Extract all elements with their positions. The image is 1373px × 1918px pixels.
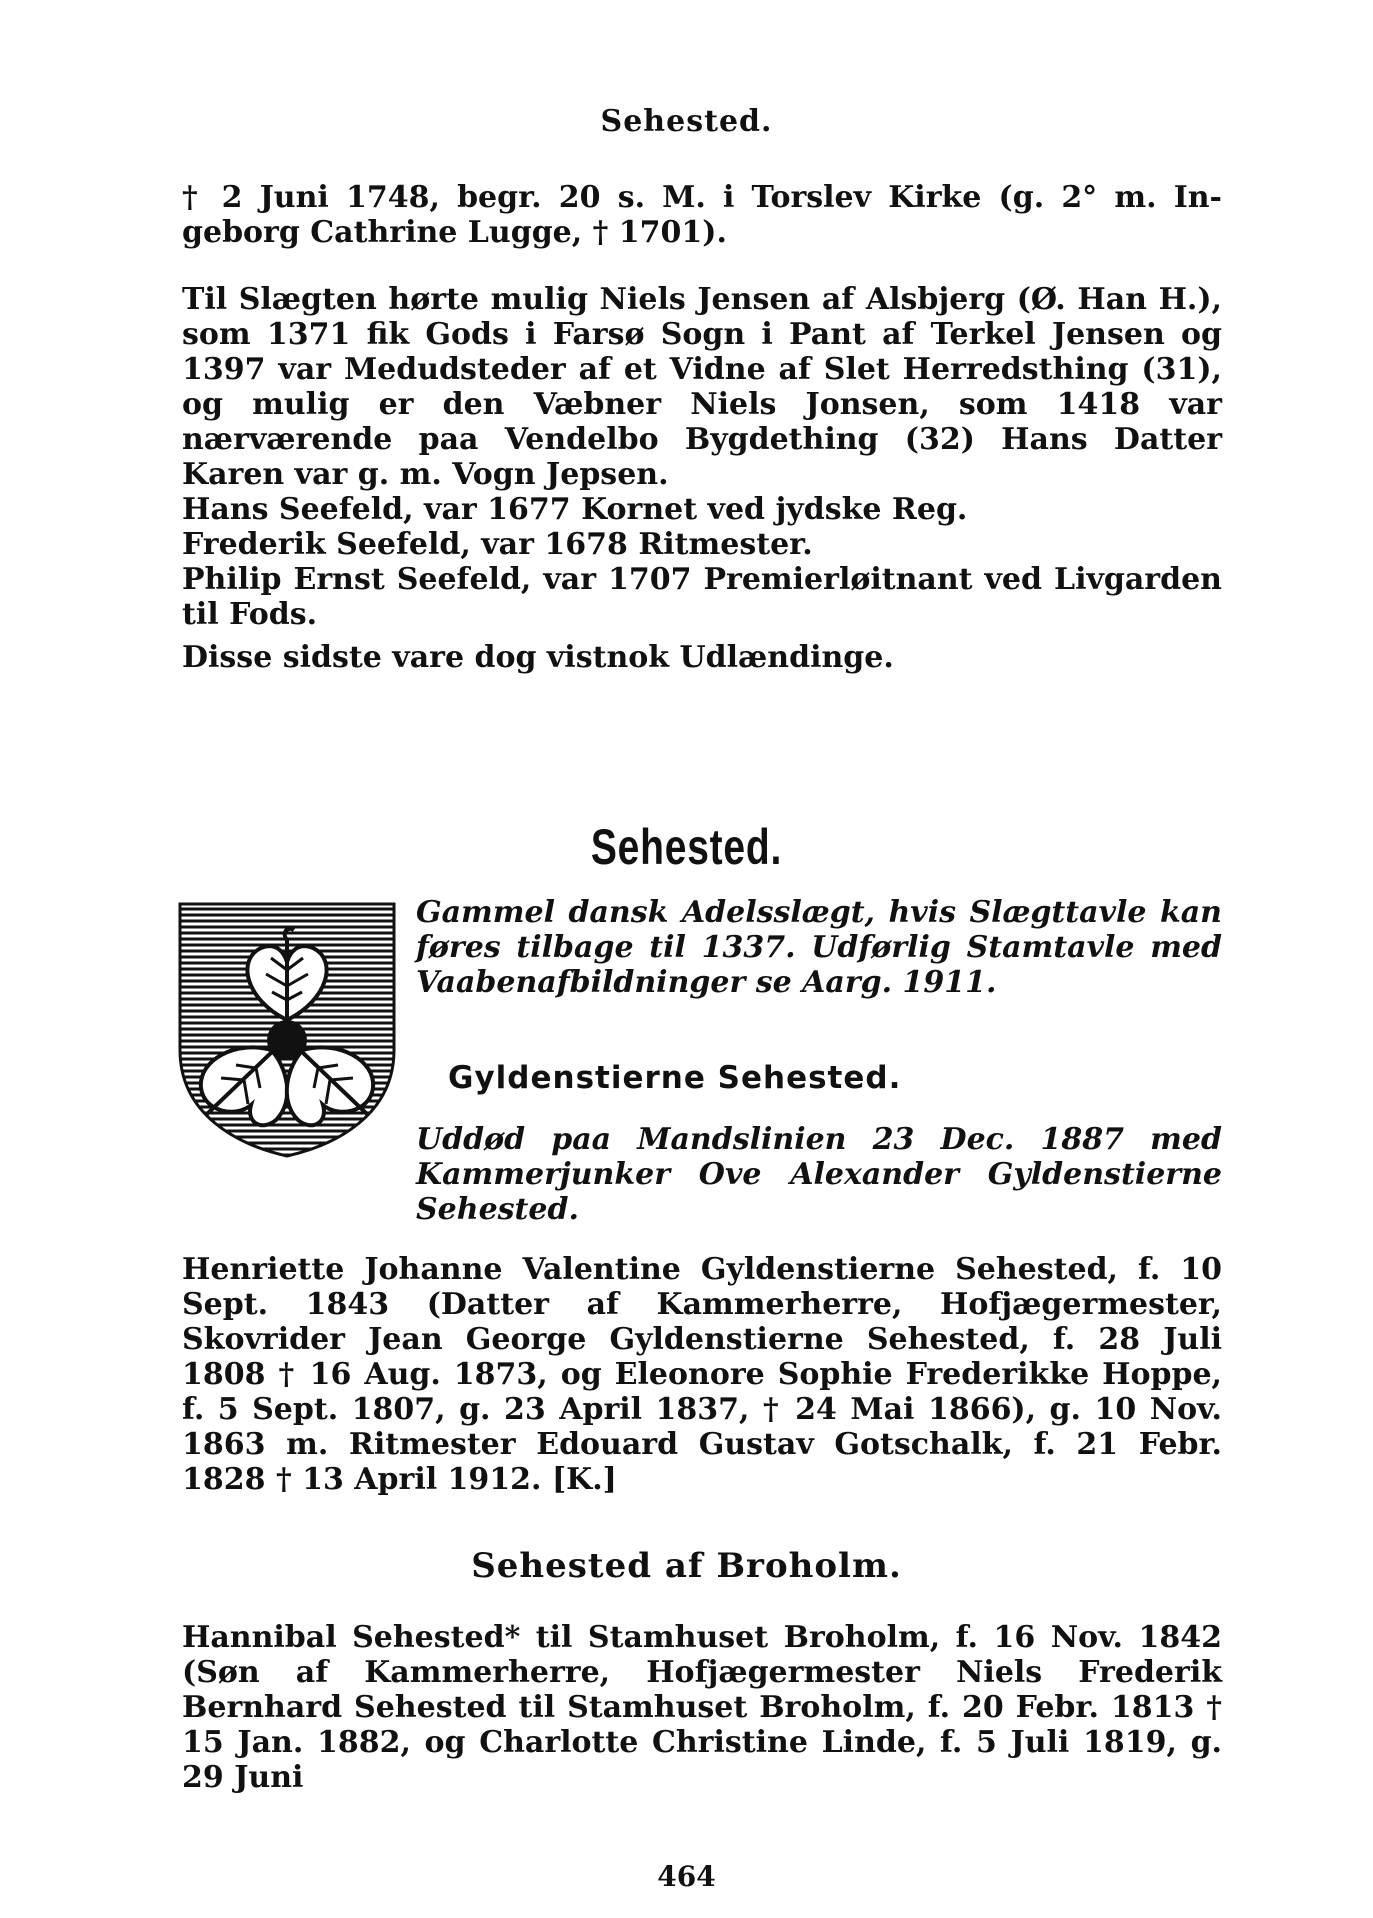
gyldenstierne-entry: Henriette Johanne Valentine Gyldenstierne Sehested, f. 10 Sept. 1843 (Datter af Kammerherre, Hofjægermester, Skovrider Jean George Gyldenstierne Sehested, f. 28 Juli 1808 † 16 Aug. 1873, og Eleonore Sophie Frederikke Hoppe, f. 5 Sept. 1807, g. 23 April 1837, † 24 Mai 1866), g. 10 Nov. 1863 m. Ritmester Edouard Gustav Gotschalk, f. 21 Febr. 1828 † 13 April 1912. [K.] xyxy=(182,1252,1222,1497)
top-line-2: geborg Cathrine Lugge, † 1701). xyxy=(182,215,727,250)
para-philip-seefeld: Philip Ernst Seefeld, var 1707 Premierløitnant ved Livgarden til Fods. xyxy=(182,562,1222,632)
broholm-entry: Hannibal Sehested* til Stamhuset Broholm, f. 16 Nov. 1842 (Søn af Kammerherre, Hofjægermester Niels Frederik Bernhard Sehested til Stamhuset Broholm, f. 20 Febr. 1813 † 15 Jan. 1882, og Charlotte Christine Linde, f. 5 Juli 1819, g. 29 Juni xyxy=(182,1620,1222,1795)
para-slaegten: Til Slægten hørte mulig Niels Jensen af Alsbjerg (Ø. Han H.), som 1371 fik Gods i Farsø Sogn i Pant af Terkel Jensen og 1397 var Medudsteder af et Vidne af Slet Herredsthing (31), og mulig er den Væbner Niels Jonsen, som 1418 var nærværende paa Vendelbo Bygdething (32) Hans Datter Karen var g. m. Vogn Jepsen. xyxy=(182,282,1222,492)
para-frederik-seefeld: Frederik Seefeld, var 1678 Ritmester. xyxy=(182,527,813,562)
page-number: 464 xyxy=(657,1860,716,1893)
section-title-broholm: Sehested af Broholm. xyxy=(471,1546,902,1586)
sehested-intro: Gammel dansk Adelsslægt, hvis Slægttavle kan føres tilbage til 1337. Udførlig Stamtavle med Vaabenafbildninger se Aarg. 1911. xyxy=(416,895,1222,1000)
para-hans-seefeld: Hans Seefeld, var 1677 Kornet ved jydske Reg. xyxy=(182,492,968,527)
section-title-sehested: Sehested. xyxy=(590,819,783,875)
section-title-gyldenstierne: Gyldenstierne Sehested. xyxy=(448,1060,902,1096)
coat-of-arms-icon xyxy=(176,900,398,1160)
top-line-1: † 2 Juni 1748, begr. 20 s. M. i Torslev Kirke (g. 2° m. In- xyxy=(182,180,1222,215)
running-head: Sehested. xyxy=(600,104,773,139)
top-lines xyxy=(182,180,1222,250)
gyldenstierne-intro: Uddød paa Mandslinien 23 Dec. 1887 med Kammerjunker Ove Alexander Gyldenstierne Sehested. xyxy=(416,1122,1222,1227)
top-paragraphs xyxy=(182,282,1222,675)
para-udlaendinge: Disse sidste vare dog vistnok Udlændinge. xyxy=(182,640,894,675)
